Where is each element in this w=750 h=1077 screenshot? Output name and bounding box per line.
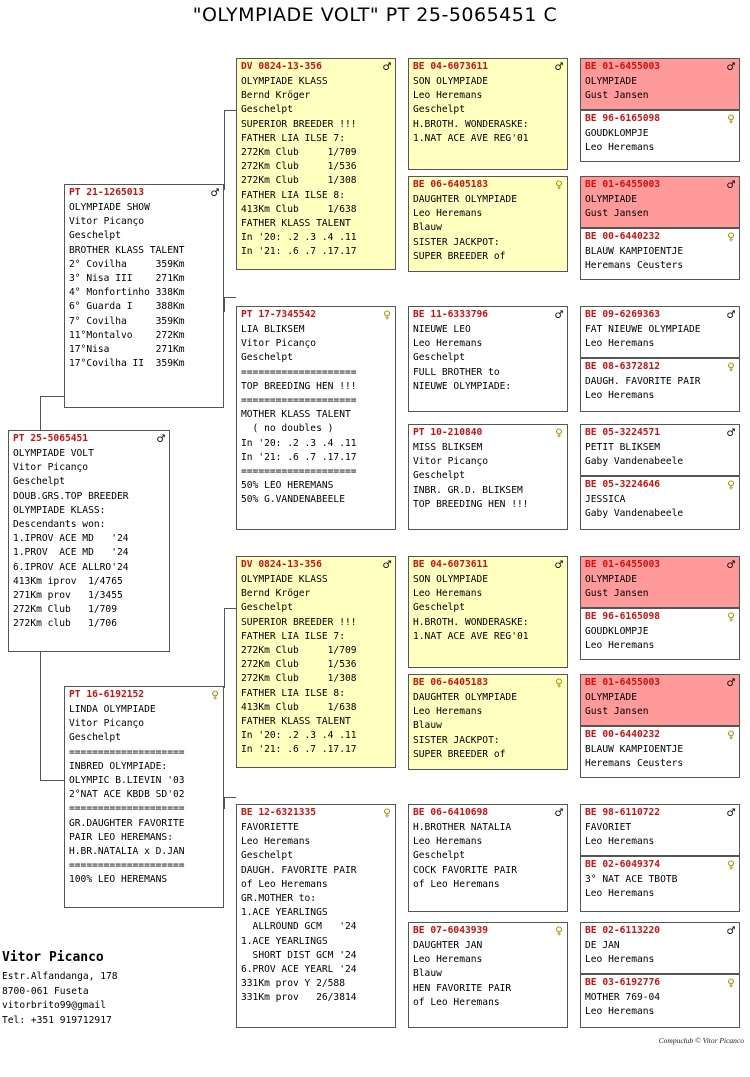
info-line: Vitor Picanço	[69, 718, 145, 730]
info-line: Gaby Vandenabeele	[585, 508, 684, 520]
info-line: 6.IPROV ACE ALLRO'24	[13, 561, 129, 573]
info-line: Geschelpt	[413, 850, 465, 862]
male-icon: ♂	[727, 178, 735, 193]
info-line: Vitor Picanço	[13, 462, 89, 474]
owner-email: vitorbrito99@gmail	[2, 1000, 106, 1011]
owner-name: Vitor Picanco	[2, 950, 104, 965]
info-line: SUPER BREEDER of	[413, 748, 506, 760]
female-icon: ♀	[727, 478, 735, 493]
info-line: Leo Heremans	[585, 338, 655, 350]
pigeon-name: OLYMPIADE	[585, 76, 637, 87]
info-line: Leo Heremans	[413, 90, 483, 102]
female-icon: ♀	[727, 610, 735, 625]
owner-address: Estr.Alfandanga, 178	[2, 971, 118, 982]
info-line: ====================	[241, 366, 357, 378]
info-line: 271Km prov 1/3455	[13, 589, 123, 601]
ring-number: BE 02-6113220	[585, 925, 661, 937]
info-line: ALLROUND GCM '24	[241, 921, 357, 933]
pigeon-card-sd[interactable]	[236, 306, 396, 530]
connector	[224, 110, 236, 111]
male-icon: ♂	[727, 60, 735, 75]
info-line: SUPERIOR BREEDER !!!	[241, 616, 357, 628]
female-icon: ♀	[555, 426, 563, 441]
ring-number: DV 0824-13-356	[241, 61, 322, 73]
info-line: 6° Guarda I 388Km	[69, 301, 185, 313]
info-line: FATHER LIA ILSE 7:	[241, 132, 345, 144]
info-line: Bernd Kröger	[241, 90, 311, 102]
female-icon: ♀	[211, 688, 219, 703]
pigeon-card-g8[interactable]	[580, 476, 740, 530]
info-line: Leo Heremans	[585, 888, 655, 900]
male-icon: ♂	[555, 308, 563, 323]
ring-number: PT 16-6192152	[69, 689, 145, 701]
pigeon-name: FAVORIETTE	[241, 822, 299, 833]
info-line: In '20: .2 .3 .4 .11	[241, 730, 357, 742]
ring-number: DV 0824-13-356	[241, 559, 322, 571]
pigeon-name: OLYMPIADE	[585, 194, 637, 205]
info-line: 1.IPROV ACE MD '24	[13, 533, 129, 545]
pigeon-card-ssd[interactable]	[408, 176, 568, 272]
male-icon: ♂	[727, 806, 735, 821]
info-line: Geschelpt	[13, 476, 65, 488]
pigeon-name: PETIT BLIKSEM	[585, 442, 661, 453]
info-line: 50% G.VANDENABEELE	[241, 494, 345, 506]
info-line: FATHER LIA ILSE 8:	[241, 687, 345, 699]
info-line: OLYMPIC B.LIEVIN '03	[69, 774, 185, 786]
info-line: 6.PROV ACE YEARL '24	[241, 963, 357, 975]
info-line: 272Km Club 1/536	[241, 161, 357, 173]
pigeon-name: FAT NIEUWE OLYMPIADE	[585, 324, 701, 335]
info-line: Leo Heremans	[585, 142, 655, 154]
info-line: Heremans Ceusters	[585, 758, 684, 770]
info-line: 3° Nisa III 271Km	[69, 272, 185, 284]
info-line: Leo Heremans	[413, 588, 483, 600]
ring-number: BE 00-6440232	[585, 729, 661, 741]
pigeon-card-g15[interactable]	[580, 922, 740, 974]
ring-number: BE 96-6165098	[585, 611, 661, 623]
info-line: Leo Heremans	[585, 954, 655, 966]
info-line: FULL BROTHER to	[413, 366, 500, 378]
pigeon-card-g14[interactable]	[580, 856, 740, 912]
female-icon: ♀	[727, 112, 735, 127]
info-line: COCK FAVORITE PAIR	[413, 864, 517, 876]
info-line: FATHER LIA ILSE 8:	[241, 189, 345, 201]
connector	[224, 297, 236, 298]
male-icon: ♂	[383, 60, 391, 75]
owner-info	[2, 950, 118, 1028]
info-line: Gust Jansen	[585, 208, 649, 220]
owner-phone: Tel: +351 919712917	[2, 1014, 112, 1026]
female-icon: ♀	[383, 308, 391, 323]
info-line: SUPERIOR BREEDER !!!	[241, 118, 357, 130]
info-line: MOTHER KLASS TALENT	[241, 409, 351, 421]
info-line: 17°Nisa 271Km	[69, 343, 185, 355]
info-line: of Leo Heremans	[413, 996, 500, 1008]
info-line: 413Km iprov 1/4765	[13, 575, 123, 587]
info-line: Blauw	[413, 720, 442, 732]
pigeon-name: OLYMPIADE KLASS	[241, 76, 328, 87]
info-line: Leo Heremans	[413, 338, 483, 350]
info-line: 272Km Club 1/308	[241, 175, 357, 187]
info-line: 100% LEO HEREMANS	[69, 874, 168, 886]
ring-number: BE 05-3224571	[585, 427, 661, 439]
pigeon-card-g7[interactable]	[580, 424, 740, 476]
info-line: ====================	[69, 746, 185, 758]
pigeon-name: DAUGHTER OLYMPIADE	[413, 194, 517, 205]
pigeon-card-g5[interactable]	[580, 306, 740, 358]
pigeon-card-dss[interactable]	[408, 556, 568, 668]
info-line: Vitor Picanço	[241, 338, 317, 350]
info-line: 272Km Club 1/709	[13, 604, 117, 616]
info-line: Geschelpt	[413, 602, 465, 614]
info-line: 7° Covilha 359Km	[69, 315, 185, 327]
female-icon: ♀	[555, 178, 563, 193]
pedigree-title: "OLYMPIADE VOLT" PT 25-5065451 C	[192, 4, 558, 26]
info-line: Geschelpt	[241, 104, 293, 116]
pigeon-name: LIA BLIKSEM	[241, 324, 305, 335]
pigeon-name: GOUDKLOMPJE	[585, 128, 649, 139]
ring-number: BE 06-6405183	[413, 677, 489, 689]
pigeon-name: MOTHER 769-04	[585, 992, 661, 1003]
connector	[224, 797, 225, 809]
info-line: TOP BREEDING HEN !!!	[241, 380, 357, 392]
pigeon-card-ss[interactable]	[236, 58, 396, 270]
info-line: Leo Heremans	[413, 706, 483, 718]
pigeon-name: SON OLYMPIADE	[413, 76, 489, 87]
info-line: 1.NAT ACE AVE REG'01	[413, 132, 529, 144]
ring-number: BE 09-6269363	[585, 309, 661, 321]
ring-number: BE 04-6073611	[413, 61, 489, 73]
info-line: PAIR LEO HEREMANS:	[69, 831, 173, 843]
info-line: In '20: .2 .3 .4 .11	[241, 437, 357, 449]
info-line: 11°Montalvo 272Km	[69, 329, 185, 341]
info-line: ====================	[69, 860, 185, 872]
pigeon-card-ds[interactable]	[236, 556, 396, 768]
info-line: Gaby Vandenabeele	[585, 456, 684, 468]
ring-number: PT 10-210840	[413, 427, 483, 439]
male-icon: ♂	[383, 558, 391, 573]
ring-number: BE 98-6110722	[585, 807, 661, 819]
info-line: SISTER JACKPOT:	[413, 236, 500, 248]
info-line: Leo Heremans	[413, 208, 483, 220]
female-icon: ♀	[555, 676, 563, 691]
info-line: 1.ACE YEARLINGS	[241, 907, 328, 919]
info-line: 272Km Club 1/709	[241, 146, 357, 158]
info-line: In '20: .2 .3 .4 .11	[241, 232, 357, 244]
info-line: Vitor Picanço	[69, 216, 145, 228]
pigeon-card-sire[interactable]	[64, 184, 224, 408]
connector	[40, 396, 41, 431]
pigeon-name: LINDA OLYMPIADE	[69, 704, 156, 715]
female-icon: ♀	[727, 858, 735, 873]
info-line: SUPER BREEDER of	[413, 250, 506, 262]
info-line: Geschelpt	[413, 104, 465, 116]
male-icon: ♂	[727, 676, 735, 691]
info-line: Vitor Picanço	[413, 456, 489, 468]
info-line: of Leo Heremans	[241, 878, 328, 890]
info-line: Gust Jansen	[585, 588, 649, 600]
female-icon: ♀	[555, 924, 563, 939]
pigeon-card-g10[interactable]	[580, 608, 740, 660]
info-line: 272Km club 1/706	[13, 618, 117, 630]
pigeon-name: DAUGHTER OLYMPIADE	[413, 692, 517, 703]
pigeon-name: DE JAN	[585, 940, 620, 951]
pigeon-name: OLYMPIADE	[585, 692, 637, 703]
pigeon-name: GOUDKLOMPJE	[585, 626, 649, 637]
male-icon: ♂	[555, 60, 563, 75]
ring-number: BE 01-6455003	[585, 61, 661, 73]
female-icon: ♀	[727, 230, 735, 245]
info-line: TOP BREEDING HEN !!!	[413, 498, 529, 510]
pigeon-card-g13[interactable]	[580, 804, 740, 856]
info-line: ====================	[69, 803, 185, 815]
info-line: Heremans Ceusters	[585, 260, 684, 272]
info-line: FATHER KLASS TALENT	[241, 715, 351, 727]
pigeon-name: DAUGH. FAVORITE PAIR	[585, 376, 701, 387]
info-line: 413Km Club 1/638	[241, 701, 357, 713]
info-line: FATHER LIA ILSE 7:	[241, 630, 345, 642]
pigeon-card-g1[interactable]	[580, 58, 740, 110]
info-line: 331Km prov Y 2/588	[241, 978, 345, 990]
info-line: OLYMPIADE KLASS:	[13, 504, 106, 516]
ring-number: BE 11-6333796	[413, 309, 489, 321]
pigeon-name: NIEUWE LEO	[413, 324, 471, 335]
info-line: DOUB.GRS.TOP BREEDER	[13, 490, 129, 502]
info-line: Leo Heremans	[241, 836, 311, 848]
info-line: DAUGH. FAVORITE PAIR	[241, 864, 357, 876]
info-line: Leo Heremans	[413, 954, 483, 966]
male-icon: ♂	[157, 432, 165, 447]
connector	[224, 608, 225, 688]
info-line: Gust Jansen	[585, 706, 649, 718]
female-icon: ♀	[727, 360, 735, 375]
info-line: Leo Heremans	[585, 390, 655, 402]
info-line: Leo Heremans	[585, 1006, 655, 1018]
ring-number: PT 25-5065451	[13, 433, 89, 445]
info-line: Geschelpt	[69, 230, 121, 242]
pigeon-name: BLAUW KAMPIOENTJE	[585, 744, 684, 755]
pigeon-card-g2[interactable]	[580, 110, 740, 162]
female-icon: ♀	[383, 806, 391, 821]
info-line: 272Km Club 1/709	[241, 644, 357, 656]
info-line: H.BR.NATALIA x D.JAN	[69, 845, 185, 857]
info-line: FATHER KLASS TALENT	[241, 217, 351, 229]
ring-number: BE 03-6192776	[585, 977, 661, 989]
info-line: SHORT DIST GCM '24	[241, 949, 357, 961]
ring-number: BE 12-6321335	[241, 807, 317, 819]
info-line: GR.MOTHER to:	[241, 892, 317, 904]
male-icon: ♂	[727, 924, 735, 939]
info-line: 2° Covilha 359Km	[69, 258, 185, 270]
pigeon-card-ddd[interactable]	[408, 922, 568, 1028]
ring-number: BE 05-3224646	[585, 479, 661, 491]
pigeon-card-dsd[interactable]	[408, 674, 568, 770]
pigeon-name: JESSICA	[585, 494, 626, 505]
ring-number: BE 02-6049374	[585, 859, 661, 871]
male-icon: ♂	[211, 186, 219, 201]
ring-number: BE 01-6455003	[585, 179, 661, 191]
pigeon-card-sds[interactable]	[408, 306, 568, 412]
ring-number: BE 01-6455003	[585, 677, 661, 689]
info-line: 1.NAT ACE AVE REG'01	[413, 630, 529, 642]
ring-number: PT 17-7345542	[241, 309, 317, 321]
male-icon: ♂	[555, 558, 563, 573]
info-line: 272Km Club 1/308	[241, 673, 357, 685]
pigeon-card-dds[interactable]	[408, 804, 568, 912]
info-line: Leo Heremans	[413, 836, 483, 848]
connector	[40, 396, 64, 397]
connector	[224, 110, 225, 190]
info-line: INBRED OLYMPIADE:	[69, 760, 168, 772]
info-line: BROTHER KLASS TALENT	[69, 244, 185, 256]
info-line: 2°NAT ACE KBDB SD'02	[69, 789, 185, 801]
connector	[40, 650, 41, 780]
info-line: Geschelpt	[241, 602, 293, 614]
footer-credit: Compuclub © Vitor Picanco	[658, 1036, 744, 1045]
female-icon: ♀	[727, 976, 735, 991]
connector	[224, 297, 225, 312]
info-line: Descendants won:	[13, 518, 106, 530]
info-line: 1.ACE YEARLINGS	[241, 935, 328, 947]
info-line: 413Km Club 1/638	[241, 203, 357, 215]
pigeon-card-subject[interactable]	[8, 430, 170, 652]
connector	[224, 608, 236, 609]
ring-number: BE 07-6043939	[413, 925, 489, 937]
pigeon-name: H.BROTHER NATALIA	[413, 822, 512, 833]
pigeon-name: OLYMPIADE VOLT	[13, 448, 94, 459]
info-line: Geschelpt	[413, 470, 465, 482]
owner-postcode: 8700-061 Fuseta	[2, 985, 89, 997]
pigeon-card-g12[interactable]	[580, 726, 740, 778]
info-line: Geschelpt	[241, 850, 293, 862]
female-icon: ♀	[727, 728, 735, 743]
ring-number: BE 08-6372812	[585, 361, 661, 373]
info-line: NIEUWE OLYMPIADE:	[413, 380, 512, 392]
info-line: 4° Monfortinho 338Km	[69, 287, 185, 299]
info-line: Blauw	[413, 222, 442, 234]
info-line: Geschelpt	[69, 732, 121, 744]
male-icon: ♂	[555, 806, 563, 821]
pigeon-card-sss[interactable]	[408, 58, 568, 170]
pigeon-card-sdd[interactable]	[408, 424, 568, 530]
pigeon-card-dam[interactable]	[64, 686, 224, 908]
male-icon: ♂	[727, 426, 735, 441]
pigeon-name: FAVORIET	[585, 822, 632, 833]
info-line: 50% LEO HEREMANS	[241, 480, 334, 492]
info-line: Gust Jansen	[585, 90, 649, 102]
info-line: ( no doubles )	[241, 423, 334, 435]
pigeon-name: DAUGHTER JAN	[413, 940, 483, 951]
male-icon: ♂	[727, 558, 735, 573]
ring-number: BE 06-6410698	[413, 807, 489, 819]
info-line: GR.DAUGHTER FAVORITE	[69, 817, 185, 829]
pigeon-card-dd[interactable]	[236, 804, 396, 1028]
info-line: of Leo Heremans	[413, 878, 500, 890]
connector	[224, 797, 236, 798]
pigeon-name: OLYMPIADE	[585, 574, 637, 585]
ring-number: PT 21-1265013	[69, 187, 145, 199]
info-line: In '21: .6 .7 .17.17	[241, 451, 357, 463]
info-line: HEN FAVORITE PAIR	[413, 982, 512, 994]
pigeon-card-g11[interactable]	[580, 674, 740, 726]
male-icon: ♂	[727, 308, 735, 323]
info-line: Leo Heremans	[585, 640, 655, 652]
info-line: H.BROTH. WONDERASKE:	[413, 118, 529, 130]
pigeon-card-g4[interactable]	[580, 228, 740, 280]
info-line: In '21: .6 .7 .17.17	[241, 744, 357, 756]
info-line: INBR. GR.D. BLIKSEM	[413, 484, 523, 496]
info-line: 331Km prov 26/3814	[241, 992, 357, 1004]
pigeon-name: 3° NAT ACE TBOTB	[585, 874, 678, 885]
info-line: Geschelpt	[241, 352, 293, 364]
pigeon-name: OLYMPIADE KLASS	[241, 574, 328, 585]
pigeon-name: OLYMPIADE SHOW	[69, 202, 150, 213]
info-line: 272Km Club 1/536	[241, 659, 357, 671]
ring-number: BE 00-6440232	[585, 231, 661, 243]
ring-number: BE 04-6073611	[413, 559, 489, 571]
pigeon-card-g3[interactable]	[580, 176, 740, 228]
connector	[40, 780, 64, 781]
info-line: ====================	[241, 465, 357, 477]
pigeon-name: MISS BLIKSEM	[413, 442, 483, 453]
info-line: In '21: .6 .7 .17.17	[241, 246, 357, 258]
info-line: 1.PROV ACE MD '24	[13, 547, 129, 559]
info-line: Geschelpt	[413, 352, 465, 364]
info-line: Blauw	[413, 968, 442, 980]
info-line: H.BROTH. WONDERASKE:	[413, 616, 529, 628]
info-line: SISTER JACKPOT:	[413, 734, 500, 746]
pigeon-name: BLAUW KAMPIOENTJE	[585, 246, 684, 257]
ring-number: BE 01-6455003	[585, 559, 661, 571]
info-line: ====================	[241, 394, 357, 406]
info-line: 17°Covilha II 359Km	[69, 358, 185, 370]
pigeon-card-g9[interactable]	[580, 556, 740, 608]
info-line: Bernd Kröger	[241, 588, 311, 600]
pigeon-card-g16[interactable]	[580, 974, 740, 1028]
pigeon-name: SON OLYMPIADE	[413, 574, 489, 585]
info-line: Leo Heremans	[585, 836, 655, 848]
ring-number: BE 06-6405183	[413, 179, 489, 191]
ring-number: BE 96-6165098	[585, 113, 661, 125]
pigeon-card-g6[interactable]	[580, 358, 740, 412]
